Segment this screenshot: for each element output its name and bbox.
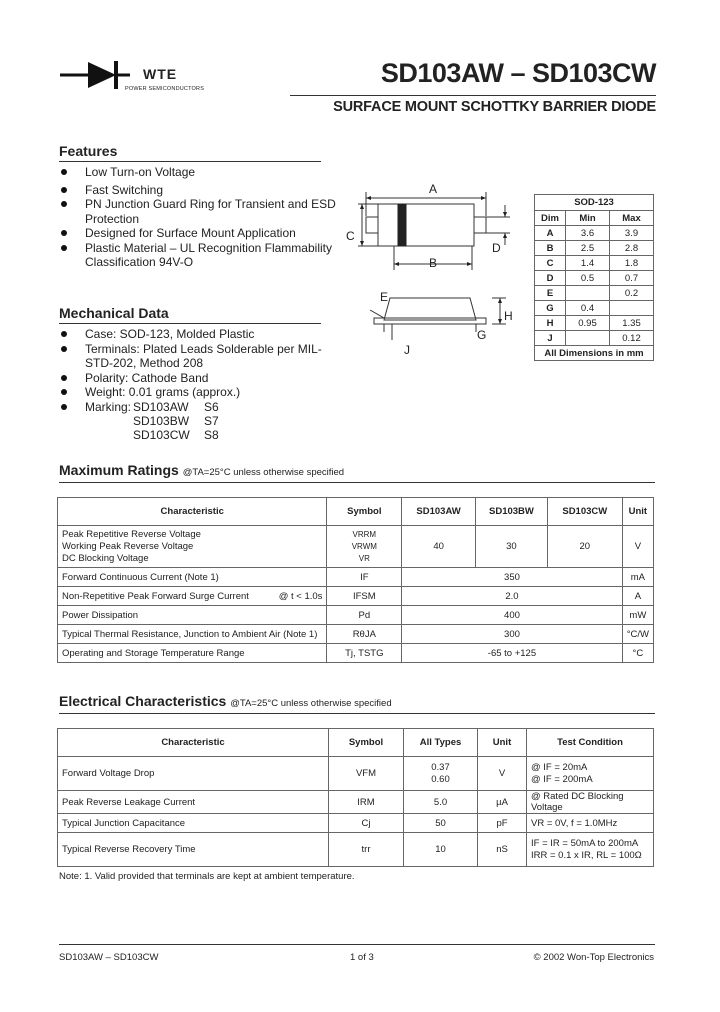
table-row: G 0.4 [535,301,654,316]
list-item: Case: SOD-123, Molded Plastic [59,327,339,342]
marking-part: SD103CW [133,428,190,442]
table-row: Operating and Storage Temperature Range Tj, TSTG -65 to +125 °C [58,644,654,663]
footer-rule [59,944,655,945]
max-ratings-rule [59,482,655,483]
table-row: J 0.12 [535,331,654,346]
page-subtitle: SURFACE MOUNT SCHOTTKY BARRIER DIODE [333,99,656,115]
table-row: Non-Repetitive Peak Forward Surge Current @ t < 1.0s IFSM 2.0 A [58,587,654,606]
table-row: E 0.2 [535,286,654,301]
electrical-rule [59,713,655,714]
table-row: Forward Continuous Current (Note 1) IF 350 mA [58,568,654,587]
table-row: C 1.4 1.8 [535,256,654,271]
table-row: Power Dissipation Pd 400 mW [58,606,654,625]
marking-part: SD103BW [133,414,190,428]
title-rule [290,95,656,96]
table-row: A 3.6 3.9 [535,226,654,241]
table-row: Characteristic Symbol SD103AW SD103BW SD103CW Unit [58,498,654,526]
mechanical-list [59,327,339,414]
dim-label-e: E [380,290,389,304]
marking-part: SD103AW [133,400,189,414]
table-note: Note: 1. Valid provided that terminals are kept at ambient temperature. [59,871,355,882]
dim-label-d: D [492,241,501,255]
list-item: Designed for Surface Mount Application [59,226,349,241]
bullet-icon [61,404,67,410]
mechanical-rule [59,323,321,324]
list-item: Fast Switching [59,183,349,198]
features-list [59,165,349,270]
max-ratings-table [57,497,654,663]
electrical-table [57,728,654,867]
marking-code: S8 [204,428,219,442]
table-row: Peak Repetitive Reverse Voltage Working Peak Reverse Voltage DC Blocking Voltage VRRM VRWM VR 40 30 20 V [58,526,654,568]
dim-label-c: C [346,229,355,243]
page-title: SD103AW – SD103CW [380,58,656,88]
footer-copyright: © 2002 Won-Top Electronics [533,952,654,963]
table-row: D 0.5 0.7 [535,271,654,286]
list-item: Polarity: Cathode Band [59,371,339,386]
list-item: Terminals: Plated Leads Solderable per MIL-STD-202, Method 208 [59,342,339,371]
bullet-icon [61,169,67,175]
company-tagline: POWER SEMICONDUCTORS [125,86,205,92]
package-outline-diagram [340,180,520,360]
dimension-table [534,194,654,361]
bullet-icon [61,230,67,236]
dim-table-footer: All Dimensions in mm [535,346,654,361]
table-row: Typical Reverse Recovery Time trr 10 nS IF = IR = 50mA to 200mA IRR = 0.1 x IR, RL = 100Ω [58,833,654,867]
company-name: WTE [143,66,178,82]
bullet-icon [61,201,67,207]
list-item: Low Turn-on Voltage [59,165,349,180]
bullet-icon [61,375,67,381]
mechanical-heading: Mechanical Data [59,305,169,321]
list-item: Plastic Material – UL Recognition Flammability Classification 94V-O [59,241,349,270]
package-name: SOD-123 [535,195,654,211]
features-rule [59,161,321,162]
table-row: B 2.5 2.8 [535,241,654,256]
footer-part: SD103AW – SD103CW [59,952,159,963]
dim-label-b: B [429,256,438,270]
footer-page: 1 of 3 [350,952,374,963]
max-ratings-heading: Maximum Ratings @TA=25°C unless otherwise specified [59,462,345,478]
table-row: Typical Junction Capacitance Cj 50 pF VR = 0V, f = 1.0MHz [58,814,654,833]
electrical-heading: Electrical Characteristics @TA=25°C unless otherwise specified [59,693,392,709]
marking-code: S7 [204,414,219,428]
bullet-icon [61,187,67,193]
list-item: PN Junction Guard Ring for Transient and ESD Protection [59,197,349,226]
table-row: Typical Thermal Resistance, Junction to Ambient Air (Note 1) RθJA 300 °C/W [58,625,654,644]
marking-label: Marking: [85,399,132,414]
electrical-condition: @TA=25°C unless otherwise specified [230,698,392,709]
bullet-icon [61,331,67,337]
dim-label-j: J [404,343,410,357]
marking-code: S6 [204,400,219,414]
list-item: Weight: 0.01 grams (approx.) [59,385,339,400]
table-row: H 0.95 1.35 [535,316,654,331]
max-ratings-condition: @TA=25°C unless otherwise specified [182,467,345,478]
bullet-icon [61,389,67,395]
table-row: Dim Min Max [535,211,654,226]
bullet-icon [61,245,67,251]
table-row: Characteristic Symbol All Types Unit Test Condition [58,729,654,757]
list-item [59,400,339,415]
features-heading: Features [59,143,118,159]
dim-label-h: H [504,309,513,323]
bullet-icon [61,346,67,352]
dim-label-a: A [429,182,438,196]
table-row: Peak Reverse Leakage Current IRM 5.0 µA @ Rated DC Blocking Voltage [58,791,654,814]
table-row: Forward Voltage Drop VFM 0.37 0.60 V @ IF = 20mA @ IF = 200mA [58,757,654,791]
dim-label-g: G [477,328,487,342]
